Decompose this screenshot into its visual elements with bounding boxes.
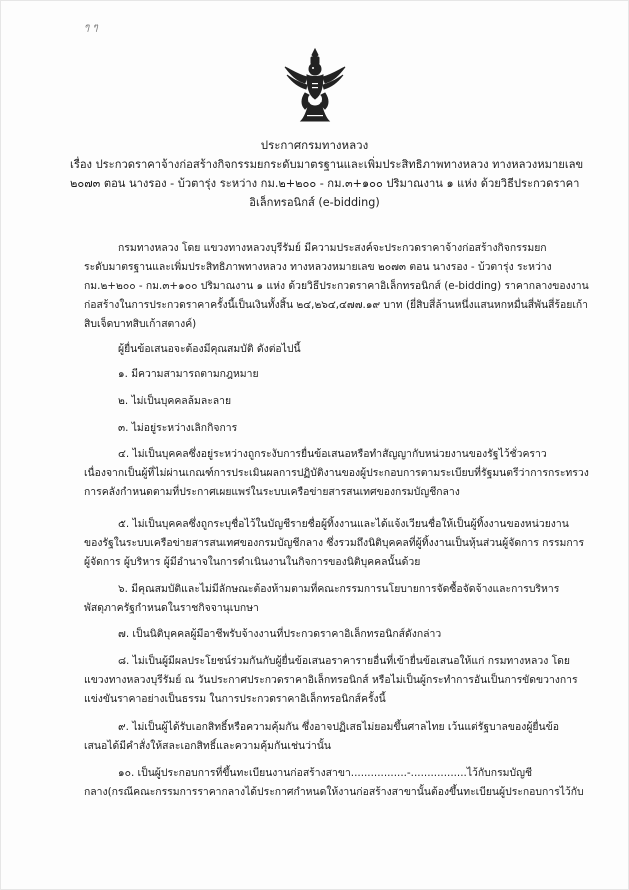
- qualification-item: ๒. ไม่เป็นบุคคลล้มละลาย: [118, 395, 232, 407]
- qualification-item: ๑. มีความสามารถตามกฎหมาย: [118, 368, 259, 380]
- qualification-item: ๘. ไม่เป็นผู้มีผลประโยชน์ร่วมกันกับผู้ยื่นข้อเสนอราคารายอื่นที่เข้ายื่นข้อเสนอให้แก่ กรมทางหลวง โดย: [118, 655, 571, 667]
- qualification-item: ๕. ไม่เป็นบุคคลซึ่งถูกระบุชื่อไว้ในบัญชีรายชื่อผู้ทิ้งงานและได้แจ้งเวียนชื่อให้เป็นผู้ทิ้งงานของหน่วยงาน: [118, 518, 569, 530]
- garuda-emblem: [283, 47, 347, 123]
- qualification-item: ๔. ไม่เป็นบุคคลซึ่งอยู่ระหว่างถูกระงับการยื่นข้อเสนอหรือทำสัญญากับหน่วยงานของรัฐไว้ชั่วคราว: [118, 448, 547, 460]
- subject-line: เรื่อง ประกวดราคาจ้างก่อสร้างกิจกรรมยกระดับมาตรฐานและเพิ่มประสิทธิภาพทางหลวง ทางหลวงหมายเลข: [70, 158, 584, 171]
- qualification-item: เสนอได้มีคำสั่งให้สละเอกสิทธิ์และความคุ้มกันเช่นว่านั้น: [84, 740, 331, 752]
- qualification-item: ผู้จัดการ ผู้บริหาร ผู้มีอำนาจในการดำเนินงานในกิจการของนิติบุคคลนั้นด้วย: [84, 556, 421, 568]
- qualification-item: กลาง(กรณีคณะกรรมการราคากลางได้ประกาศกำหนดให้งานก่อสร้างสาขานั้นต้องขึ้นทะเบียนผู้ประกอบการไว้กับ: [84, 786, 584, 798]
- qualification-item: เนื่องจากเป็นผู้ที่ไม่ผ่านเกณฑ์การประเมินผลการปฏิบัติงานของผู้ประกอบการตามระเบียบที่รัฐมนตรีว่าการกระทรวง: [84, 467, 589, 479]
- intro-line: กม.๒+๒๐๐ - กม.๓+๑๐๐ ปริมาณงาน ๑ แห่ง ด้วยวิธีประกวดราคาอิเล็กทรอนิกส์ (e-bidding) ราคากลางของงาน: [84, 280, 589, 292]
- qualification-item: ๖. มีคุณสมบัติและไม่มีลักษณะต้องห้ามตามที่คณะกรรมการนโยบายการจัดซื้อจัดจ้างและการบริหาร: [118, 583, 560, 595]
- qualification-item: ๙. ไม่เป็นผู้ได้รับเอกสิทธิ์หรือความคุ้มกัน ซึ่งอาจปฏิเสธไม่ยอมขึ้นศาลไทย เว้นแต่รัฐบาลของผู้ยื่นข้อ: [118, 721, 559, 733]
- qualification-item: แขวงทางหลวงบุรีรัมย์ ณ วันประกาศประกวดราคาอิเล็กทรอนิกส์ หรือไม่เป็นผู้กระทำการอันเป็นการขัดขวางการ: [84, 674, 578, 686]
- intro-line: ก่อสร้างในการประกวดราคาครั้งนี้เป็นเงินทั้งสิ้น ๒๔,๒๖๔,๔๗๗.๑๙ บาท (ยี่สิบสี่ล้านหนึ่งแสนหกหมื่นสี่พันสี่ร้อยเก้า: [84, 299, 589, 311]
- intro-line: สิบเจ็ดบาทสิบเก้าสตางค์): [84, 318, 197, 330]
- intro-line: ระดับมาตรฐานและเพิ่มประสิทธิภาพทางหลวง ทางหลวงหมายเลข ๒๐๗๓ ตอน นางรอง - บ้วตารุ่ง ระหว่าง: [84, 261, 552, 273]
- corner-mark: ๆ ๆ: [84, 22, 98, 33]
- subject-line: อิเล็กทรอนิกส์ (e-bidding): [249, 196, 380, 209]
- subject-line: ๒๐๗๓ ตอน นางรอง - บ้วตารุ่ง ระหว่าง กม.๒+๒๐๐ - กม.๓+๑๐๐ ปริมาณงาน ๑ แห่ง ด้วยวิธีประกวดราคา: [70, 177, 580, 190]
- qualification-item: ๓. ไม่อยู่ระหว่างเลิกกิจการ: [118, 422, 238, 434]
- announcement-heading: ประกาศกรมทางหลวง: [260, 138, 369, 152]
- qualification-heading: ผู้ยื่นข้อเสนอจะต้องมีคุณสมบัติ ดังต่อไปนี้: [118, 343, 301, 355]
- qualification-item: การคลังกำหนดตามที่ประกาศเผยแพร่ในระบบเครือข่ายสารสนเทศของกรมบัญชีกลาง: [84, 486, 460, 498]
- qualification-item: ของรัฐในระบบเครือข่ายสารสนเทศของกรมบัญชีกลาง ซึ่งรวมถึงนิติบุคคลที่ผู้ทิ้งงานเป็นหุ้นส่วนผู้จัดการ กรรมการ: [84, 537, 585, 549]
- qualification-item: ๑๐. เป็นผู้ประกอบการที่ขึ้นทะเบียนงานก่อสร้างสาขา.................-.................ไว้กับกรมบัญชี: [118, 767, 533, 779]
- qualification-item: พัสดุภาครัฐกำหนดในราชกิจจานุเบกษา: [84, 602, 259, 614]
- intro-line: กรมทางหลวง โดย แขวงทางหลวงบุรีรัมย์ มีความประสงค์จะประกวดราคาจ้างก่อสร้างกิจกรรมยก: [118, 242, 547, 254]
- qualification-item: ๗. เป็นนิติบุคคลผู้มีอาชีพรับจ้างงานที่ประกวดราคาอิเล็กทรอนิกส์ดังกล่าว: [118, 628, 442, 640]
- qualification-item: แข่งขันราคาอย่างเป็นธรรม ในการประกวดราคาอิเล็กทรอนิกส์ครั้งนี้: [84, 693, 386, 705]
